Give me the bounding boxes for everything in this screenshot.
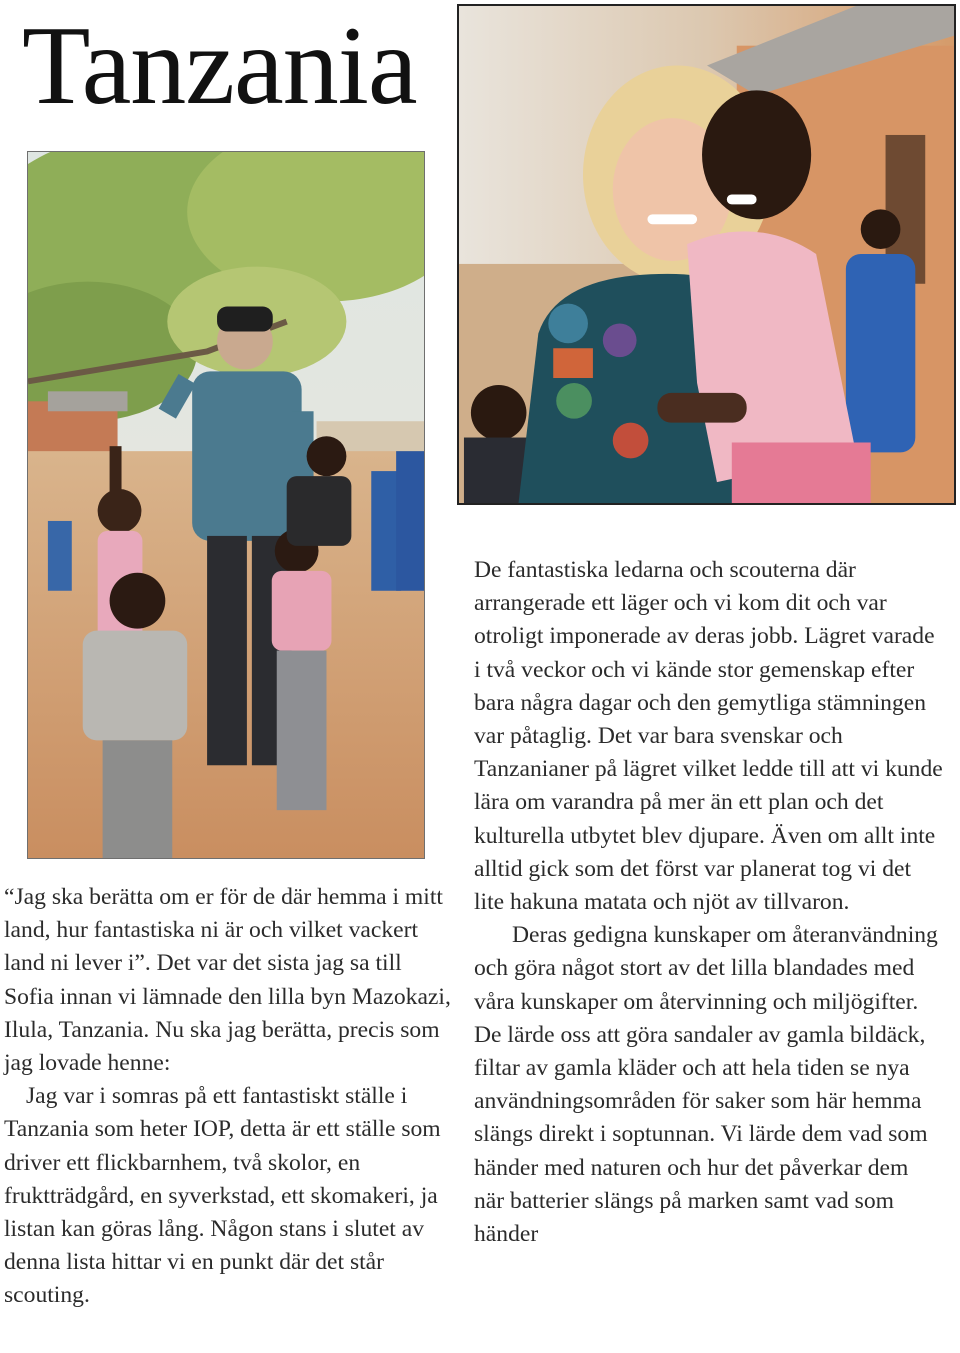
photo-scout-leader-icon <box>28 152 424 858</box>
page-title: Tanzania <box>22 4 417 128</box>
body-paragraph: De fantastiska ledarna och scouterna där arrangerade ett läger och vi kom dit och var otroligt imponerade av deras jobb. Lägret varade i två veckor och vi kände stor gemenskap efter bara några dagar och den gemytliga stämningen var påtaglig. Det var bara svenskar och Tanzanianer på lägret vilket ledde till att vi kunde lära om varandra på mer än ett plan och det kulturella utbytet blev djupare. Även om allt inte alltid gick som det först var planerat tog vi det lite hakuna matata och njöt av tillvaron. <box>474 557 943 916</box>
photo-scout-girl-icon <box>459 6 954 503</box>
left-column <box>4 881 452 1313</box>
body-paragraph: Jag var i somras på ett fantastiskt ställe i Tanzania som heter IOP, detta är ett ställe som driver ett flickbarnhem, två skolor, en fruktträdgård, en syverkstad, ett skomakeri, ja listan kan göras lång. Någon stans i slutet av denna lista hittar vi en punkt där det står scouting. <box>4 1083 441 1309</box>
body-paragraph: Deras gedigna kunskaper om återanvändning och göra något stort av det lilla blandades med våra kunskaper om återvinning och miljögifter. De lärde oss att göra sandaler av gamla bildäck, filtar av gamla kläder och att hela tiden se nya användningsområden för saker som här hemma slängs direkt i soptunnan. Vi lärde dem vad som händer med naturen och hur det påverkar dem när batterier slängs på marken samt vad som händer <box>474 922 938 1248</box>
photo-scout-girl-holding-child <box>457 4 956 505</box>
photo-scout-leader-with-children <box>27 151 425 859</box>
right-column <box>474 554 944 1251</box>
intro-paragraph: “Jag ska berätta om er för de där hemma i mitt land, hur fantastiska ni är och vilket vackert land ni lever i”. Det var det sista jag sa till Sofia innan vi lämnade den lilla byn Mazokazi, Ilula, Tanzania. Nu ska jag berätta, precis som jag lovade henne: <box>4 884 451 1077</box>
